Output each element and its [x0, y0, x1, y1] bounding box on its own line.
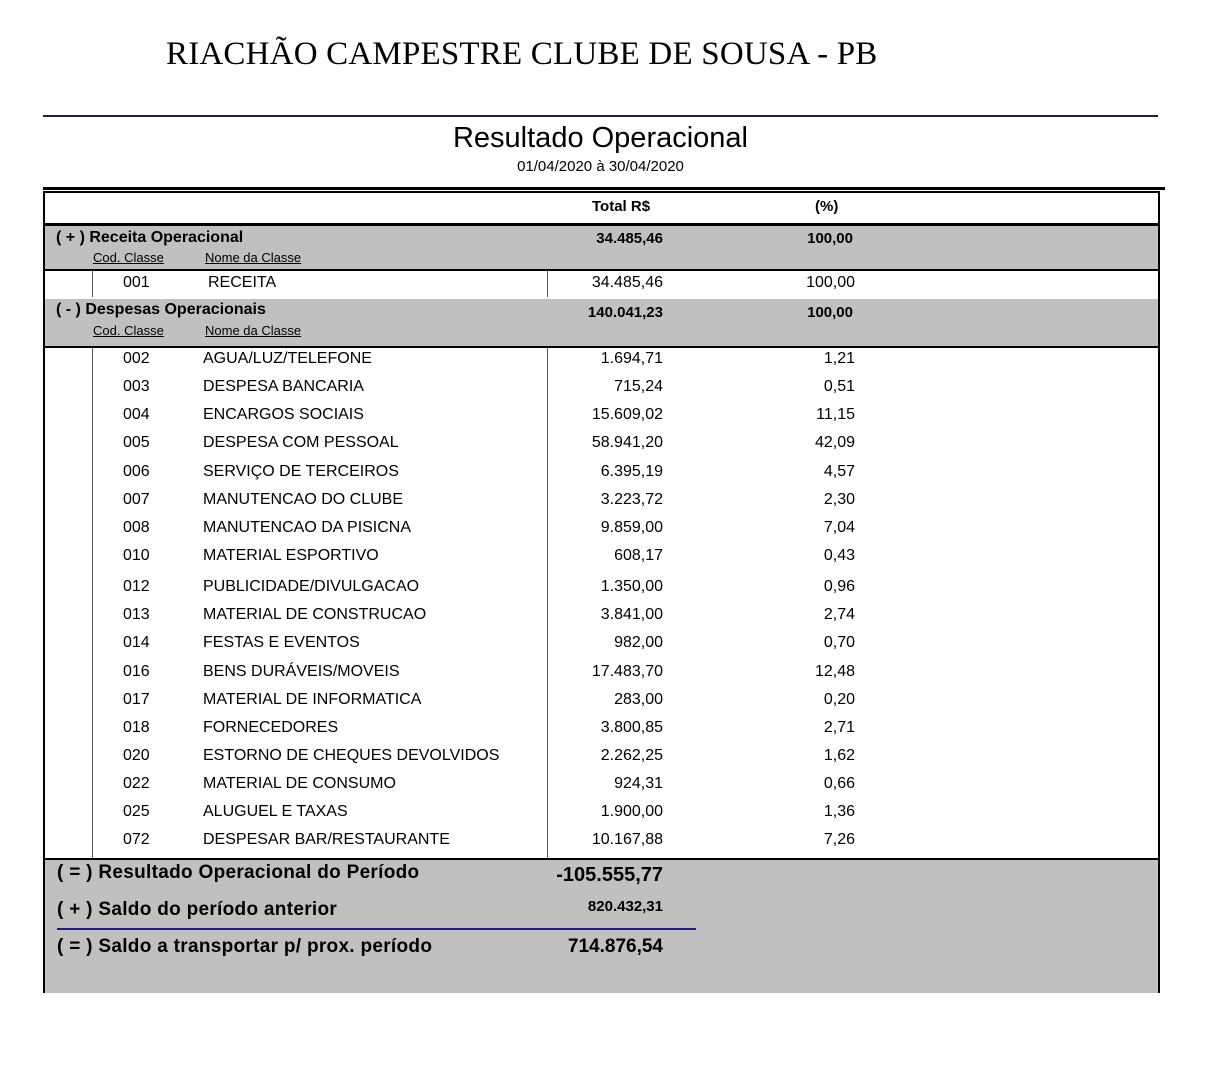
row-percent: 1,36: [823, 803, 855, 820]
table-row: [45, 803, 1158, 831]
row-name: MATERIAL DE INFORMATICA: [203, 691, 422, 708]
table-row: [45, 519, 1158, 547]
row-value: 3.800,85: [600, 719, 663, 736]
table-row: [45, 663, 1158, 691]
table-row: [45, 747, 1158, 775]
receita-group-label: ( + ) Receita Operacional: [56, 229, 244, 246]
row-percent: 0,70: [823, 634, 855, 651]
row-name: DESPESA BANCARIA: [203, 378, 364, 395]
report-table: [43, 191, 1160, 993]
table-row: [45, 606, 1158, 634]
row-name: DESPESA COM PESSOAL: [203, 434, 399, 451]
row-name: MANUTENCAO DA PISICNA: [203, 519, 412, 536]
row-cod: 022: [123, 775, 150, 792]
despesas-group-label: ( - ) Despesas Operacionais: [56, 301, 266, 318]
row-value: 34.485,46: [591, 274, 663, 291]
row-name: PUBLICIDADE/DIVULGACAO: [203, 578, 420, 595]
row-percent: 4,57: [823, 463, 855, 480]
saldo-anterior-value: 820.432,31: [587, 898, 663, 915]
row-value: 3.841,00: [600, 606, 663, 623]
row-cod: 012: [123, 578, 150, 595]
row-cod: 008: [123, 519, 150, 536]
row-value: 9.859,00: [600, 519, 663, 536]
receita-group-percent: 100,00: [807, 230, 853, 247]
receita-vline-left: [92, 271, 93, 297]
row-cod: 025: [123, 803, 150, 820]
table-row: [45, 274, 1158, 302]
row-name: ALUGUEL E TAXAS: [203, 803, 348, 820]
receita-sub-cod: Cod. Classe: [93, 250, 164, 265]
row-value: 58.941,20: [591, 434, 663, 451]
row-name: MATERIAL DE CONSUMO: [203, 775, 396, 792]
row-cod: 013: [123, 606, 150, 623]
table-row: [45, 378, 1158, 406]
resultado-value: -105.555,77: [556, 864, 663, 886]
table-row: [45, 406, 1158, 434]
receita-sub-nome: Nome da Classe: [205, 250, 302, 265]
saldo-transportar-value: 714.876,54: [567, 936, 663, 957]
row-value: 10.167,88: [591, 831, 663, 848]
row-name: FORNECEDORES: [203, 719, 339, 736]
row-cod: 003: [123, 378, 150, 395]
receita-group-header: [45, 226, 1158, 269]
top-rule: [43, 115, 1158, 117]
table-row: [45, 350, 1158, 378]
row-value: 715,24: [614, 378, 663, 395]
table-row: [45, 547, 1158, 575]
row-value: 1.900,00: [600, 803, 663, 820]
table-row: [45, 775, 1158, 803]
column-header-total: Total R$: [592, 198, 651, 215]
row-percent: 7,04: [823, 519, 855, 536]
despesas-group-total: 140.041,23: [587, 304, 663, 321]
table-row: [45, 831, 1158, 859]
row-percent: 12,48: [814, 663, 855, 680]
row-cod: 006: [123, 463, 150, 480]
row-percent: 100,00: [806, 274, 855, 291]
table-row: [45, 719, 1158, 747]
row-percent: 2,30: [823, 491, 855, 508]
row-percent: 0,20: [823, 691, 855, 708]
table-row: [45, 491, 1158, 519]
row-value: 17.483,70: [591, 663, 663, 680]
row-name: RECEITA: [208, 274, 277, 291]
row-cod: 072: [123, 831, 150, 848]
table-row: [45, 578, 1158, 606]
despesas-sub-nome: Nome da Classe: [205, 323, 302, 338]
row-value: 1.350,00: [600, 578, 663, 595]
despesas-group-percent: 100,00: [807, 304, 853, 321]
row-name: SERVIÇO DE TERCEIROS: [203, 463, 399, 480]
receita-vline-value: [547, 271, 548, 297]
row-percent: 1,62: [823, 747, 855, 764]
row-percent: 2,74: [823, 606, 855, 623]
header-rule: [43, 187, 1165, 190]
row-name: DESPESAR BAR/RESTAURANTE: [203, 831, 450, 848]
report-title: Resultado Operacional: [452, 122, 748, 154]
row-name: FESTAS E EVENTOS: [203, 634, 360, 651]
row-percent: 1,21: [823, 350, 855, 367]
summary-rule: [57, 928, 696, 930]
row-value: 283,00: [614, 691, 663, 708]
row-cod: 001: [123, 274, 150, 291]
row-percent: 2,71: [823, 719, 855, 736]
despesas-group-header: [45, 299, 1158, 348]
row-percent: 0,96: [823, 578, 855, 595]
row-name: ENCARGOS SOCIAIS: [203, 406, 364, 423]
row-value: 982,00: [614, 634, 663, 651]
table-row: [45, 463, 1158, 491]
row-name: AGUA/LUZ/TELEFONE: [203, 350, 372, 367]
row-name: MATERIAL ESPORTIVO: [203, 547, 379, 564]
row-name: ESTORNO DE CHEQUES DEVOLVIDOS: [203, 747, 500, 764]
row-percent: 11,15: [816, 406, 855, 423]
row-cod: 010: [123, 547, 150, 564]
saldo-transportar-label: ( = ) Saldo a transportar p/ prox. período: [57, 936, 433, 957]
row-cod: 017: [123, 691, 150, 708]
row-cod: 018: [123, 719, 150, 736]
row-cod: 005: [123, 434, 150, 451]
resultado-label: ( = ) Resultado Operacional do Período: [57, 862, 420, 883]
row-value: 924,31: [614, 775, 663, 792]
report-period: 01/04/2020 à 30/04/2020: [517, 158, 684, 175]
row-percent: 0,43: [823, 547, 855, 564]
row-cod: 020: [123, 747, 150, 764]
table-row: [45, 691, 1158, 719]
row-cod: 004: [123, 406, 150, 423]
row-value: 3.223,72: [600, 491, 663, 508]
row-cod: 002: [123, 350, 150, 367]
row-cod: 007: [123, 491, 150, 508]
row-name: BENS DURÁVEIS/MOVEIS: [203, 663, 400, 680]
row-value: 608,17: [614, 547, 663, 564]
row-percent: 42,09: [814, 434, 855, 451]
table-row: [45, 634, 1158, 662]
row-cod: 014: [123, 634, 150, 651]
row-name: MANUTENCAO DO CLUBE: [203, 491, 404, 508]
row-value: 6.395,19: [600, 463, 663, 480]
row-value: 1.694,71: [600, 350, 663, 367]
column-header-percent: (%): [815, 198, 839, 215]
row-name: MATERIAL DE CONSTRUCAO: [203, 606, 427, 623]
row-value: 2.262,25: [600, 747, 663, 764]
row-value: 15.609,02: [591, 406, 663, 423]
table-row: [45, 434, 1158, 462]
saldo-anterior-label: ( + ) Saldo do período anterior: [57, 899, 338, 920]
row-cod: 016: [123, 663, 150, 680]
receita-group-total: 34.485,46: [596, 230, 663, 247]
row-percent: 7,26: [823, 831, 855, 848]
summary-block: [45, 858, 1158, 993]
row-percent: 0,51: [823, 378, 855, 395]
despesas-sub-cod: Cod. Classe: [93, 323, 164, 338]
row-percent: 0,66: [823, 775, 855, 792]
club-title: RIACHÃO CAMPESTRE CLUBE DE SOUSA - PB: [166, 36, 878, 72]
